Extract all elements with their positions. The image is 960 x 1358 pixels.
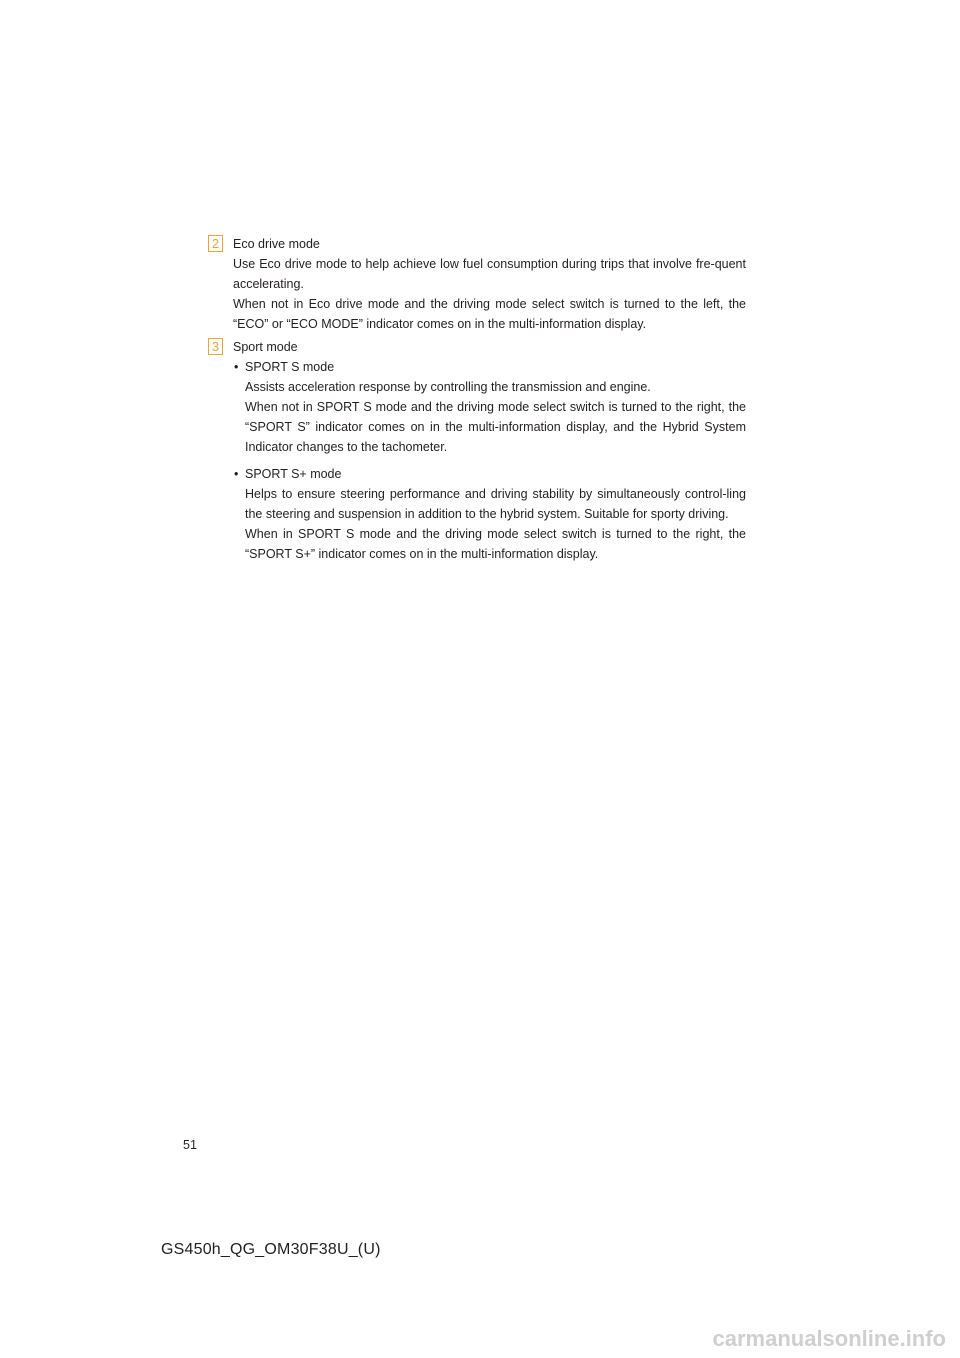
page-number: 51 <box>183 1138 197 1152</box>
bullet-item-sport-s <box>233 357 746 457</box>
paragraph: When not in SPORT S mode and the driving mode select switch is turned to the right, the “SPORT S” indicator comes on in the multi-information display, and the Hybrid System Indicator changes to the tachometer. <box>245 400 746 454</box>
bullet-title: SPORT S+ mode <box>245 467 342 481</box>
bullet-icon: • <box>234 467 239 481</box>
spacer <box>233 457 746 464</box>
section-content <box>233 337 746 564</box>
watermark: carmanualsonline.info <box>712 1326 946 1351</box>
section-title: Eco drive mode <box>233 237 320 251</box>
paragraph: Helps to ensure steering performance and driving stability by simultaneously control-ling the steering and suspension in addition to the hybrid system. Suitable for sporty driving. <box>245 487 746 521</box>
paragraph: Assists acceleration response by controlling the transmission and engine. <box>245 380 651 394</box>
section-number-badge: 2 <box>208 235 223 252</box>
bullet-item-sport-s-plus <box>233 464 746 564</box>
section-content <box>233 234 746 334</box>
paragraph: When in SPORT S mode and the driving mode select switch is turned to the right, the “SPORT S+” indicator comes on in the multi-information display. <box>245 527 746 561</box>
bullet-title: SPORT S mode <box>245 360 335 374</box>
document-code: GS450h_QG_OM30F38U_(U) <box>161 1241 381 1258</box>
paragraph: When not in Eco drive mode and the driving mode select switch is turned to the left, the “ECO” or “ECO MODE” indicator comes on in the multi-information display. <box>233 297 746 331</box>
section-number-badge: 3 <box>208 338 223 355</box>
section-title: Sport mode <box>233 340 298 354</box>
bullet-icon: • <box>234 360 239 374</box>
paragraph: Use Eco drive mode to help achieve low fuel consumption during trips that involve fre-quent accelerating. <box>233 257 746 291</box>
